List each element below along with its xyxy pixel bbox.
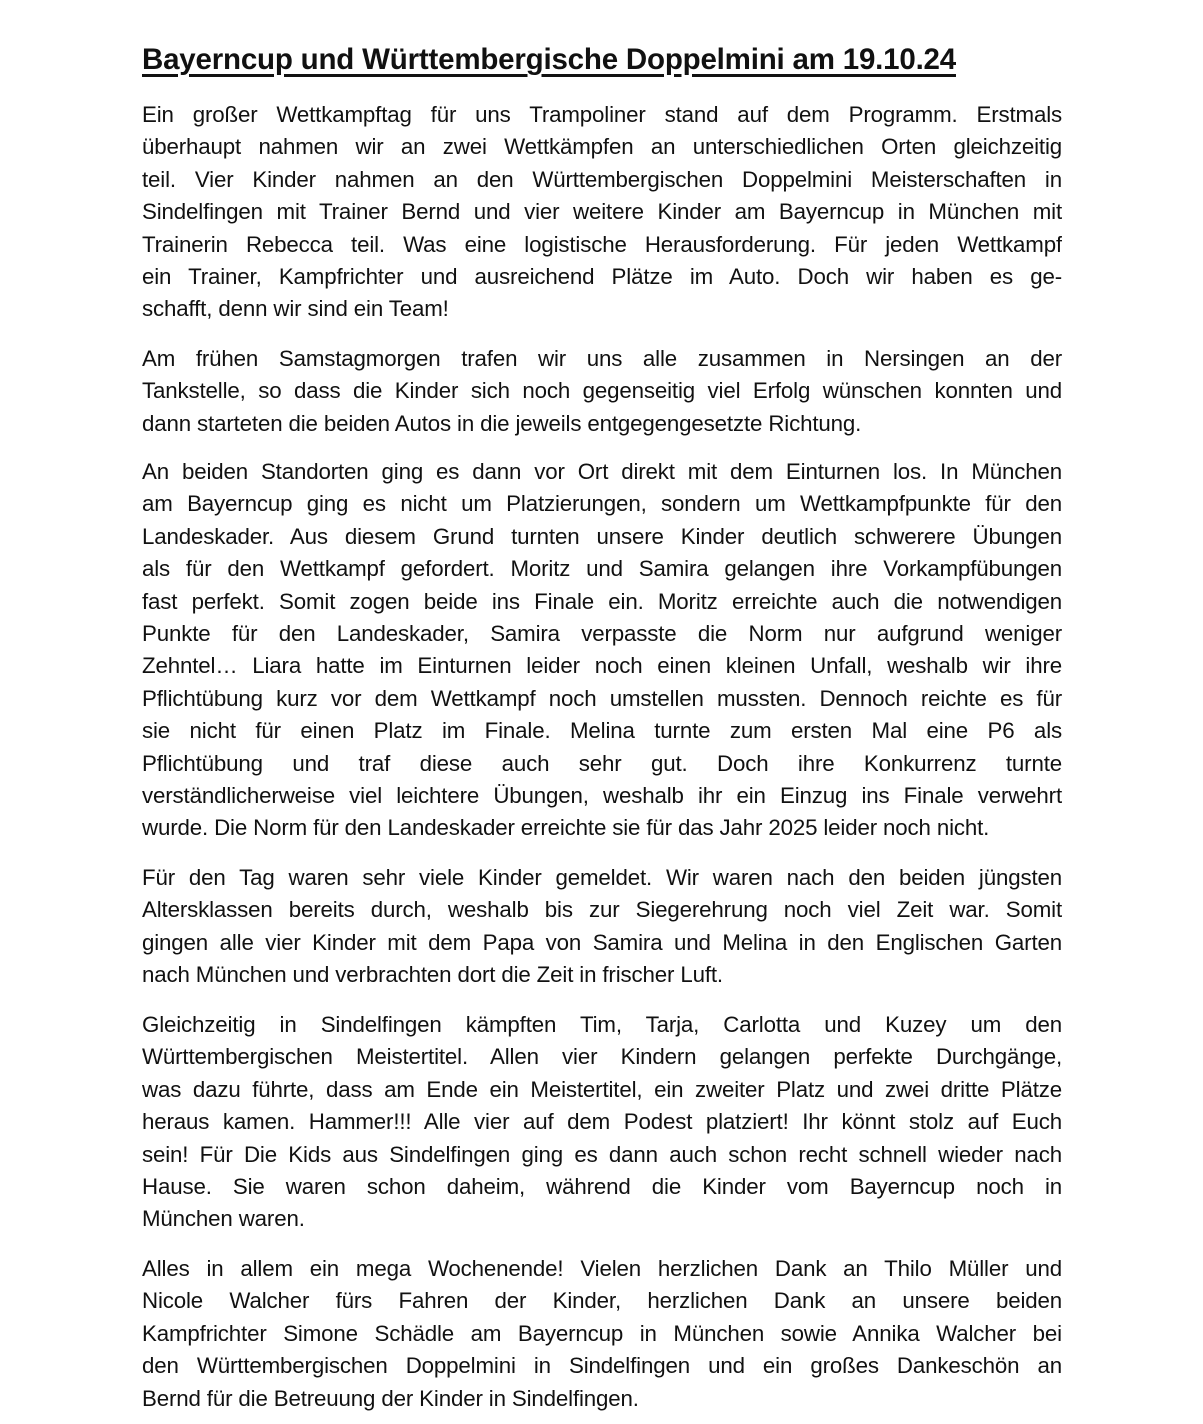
- text-line: Am frühen Samstagmorgen trafen wir uns alle zusammen in Nersingen an der: [142, 346, 1062, 371]
- paragraph-thanks: [142, 1253, 1062, 1415]
- text-line: Ein großer Wettkampftag für uns Trampoliner stand auf dem Programm. Erstmals: [142, 102, 1062, 127]
- paragraph-free-time: [142, 862, 1062, 992]
- text-line: Gleichzeitig in Sindelfingen kämpften Tim, Tarja, Carlotta und Kuzey um den: [142, 1012, 1062, 1037]
- text-line: Punkte für den Landeskader, Samira verpasste die Norm nur aufgrund weniger: [142, 620, 1062, 646]
- text-line: Alles in allem ein mega Wochenende! Vielen herzlichen Dank an Thilo Müller und: [142, 1256, 1062, 1281]
- text-line: Württembergischen Meistertitel. Allen vier Kindern gelangen perfekte Durchgänge,: [142, 1044, 1062, 1070]
- paragraph-intro: [142, 99, 1062, 326]
- text-line: dann starteten die beiden Autos in die jeweils entgegengesetzte Richtung.: [142, 410, 862, 436]
- text-line: Trainerin Rebecca teil. Was eine logistische Herausforderung. Für jeden Wettkampf: [142, 231, 1062, 257]
- text-line: Landeskader. Aus diesem Grund turnten unsere Kinder deutlich schwerere Übungen: [142, 523, 1062, 549]
- text-line: Nicole Walcher fürs Fahren der Kinder, herzlichen Dank an unsere beiden: [142, 1288, 1062, 1314]
- text-line: überhaupt nahmen wir an zwei Wettkämpfen an unterschiedlichen Orten gleichzeitig: [142, 134, 1062, 160]
- paragraph-morning: [142, 343, 1062, 440]
- text-line: teil. Vier Kinder nahmen an den Württembergischen Doppelmini Meisterschaften in: [142, 166, 1062, 192]
- text-line: sein! Für Die Kids aus Sindelfingen ging es dann auch schon recht schnell wieder nach: [142, 1141, 1062, 1167]
- paragraph-bayerncup: [142, 456, 1062, 845]
- text-line: An beiden Standorten ging es dann vor Ort direkt mit dem Einturnen los. In München: [142, 459, 1062, 484]
- paragraph-sindelfingen: [142, 1009, 1062, 1236]
- text-line: schafft, denn wir sind ein Team!: [142, 296, 449, 322]
- text-line: Bernd für die Betreuung der Kinder in Sindelfingen.: [142, 1385, 639, 1411]
- text-line: wurde. Die Norm für den Landeskader erreichte sie für das Jahr 2025 leider noch nicht.: [142, 815, 990, 841]
- text-line: Pflichtübung und traf diese auch sehr gut. Doch ihre Konkurrenz turnte: [142, 750, 1062, 776]
- text-line: Für den Tag waren sehr viele Kinder gemeldet. Wir waren nach den beiden jüngsten: [142, 865, 1062, 890]
- text-line: Zehntel… Liara hatte im Einturnen leider noch einen kleinen Unfall, weshalb wir ihre: [142, 653, 1062, 679]
- text-line: Kampfrichter Simone Schädle am Bayerncup in München sowie Annika Walcher bei: [142, 1320, 1062, 1346]
- text-line: München waren.: [142, 1206, 305, 1232]
- text-line: Altersklassen bereits durch, weshalb bis zur Siegerehrung noch viel Zeit war. Somit: [142, 897, 1062, 923]
- text-line: fast perfekt. Somit zogen beide ins Finale ein. Moritz erreichte auch die notwendigen: [142, 588, 1062, 614]
- text-line: ein Trainer, Kampfrichter und ausreichend Plätze im Auto. Doch wir haben es ge-: [142, 263, 1062, 289]
- text-line: als für den Wettkampf gefordert. Moritz und Samira gelangen ihre Vorkampfübungen: [142, 556, 1062, 582]
- text-line: gingen alle vier Kinder mit dem Papa von Samira und Melina in den Englischen Garten: [142, 929, 1062, 955]
- text-line: was dazu führte, dass am Ende ein Meistertitel, ein zweiter Platz und zwei dritte Plätze: [142, 1076, 1062, 1102]
- text-line: Sindelfingen mit Trainer Bernd und vier weitere Kinder am Bayerncup in München mit: [142, 199, 1062, 225]
- text-line: verständlicherweise viel leichtere Übungen, weshalb ihr ein Einzug ins Finale verwehrt: [142, 782, 1062, 808]
- text-line: Tankstelle, so dass die Kinder sich noch gegenseitig viel Erfolg wünschen konnten und: [142, 378, 1062, 404]
- document-title: Bayerncup und Württembergische Doppelmini am 19.10.24: [142, 43, 956, 76]
- text-line: Pflichtübung kurz vor dem Wettkampf noch umstellen mussten. Dennoch reichte es für: [142, 685, 1062, 711]
- text-line: Hause. Sie waren schon daheim, während die Kinder vom Bayerncup noch in: [142, 1173, 1062, 1199]
- text-line: am Bayerncup ging es nicht um Platzierungen, sondern um Wettkampfpunkte für den: [142, 491, 1062, 517]
- text-line: den Württembergischen Doppelmini in Sindelfingen und ein großes Dankeschön an: [142, 1353, 1062, 1379]
- text-line: heraus kamen. Hammer!!! Alle vier auf dem Podest platziert! Ihr könnt stolz auf Euch: [142, 1109, 1062, 1135]
- text-line: sie nicht für einen Platz im Finale. Melina turnte zum ersten Mal eine P6 als: [142, 718, 1062, 744]
- text-line: nach München und verbrachten dort die Zeit in frischer Luft.: [142, 962, 723, 988]
